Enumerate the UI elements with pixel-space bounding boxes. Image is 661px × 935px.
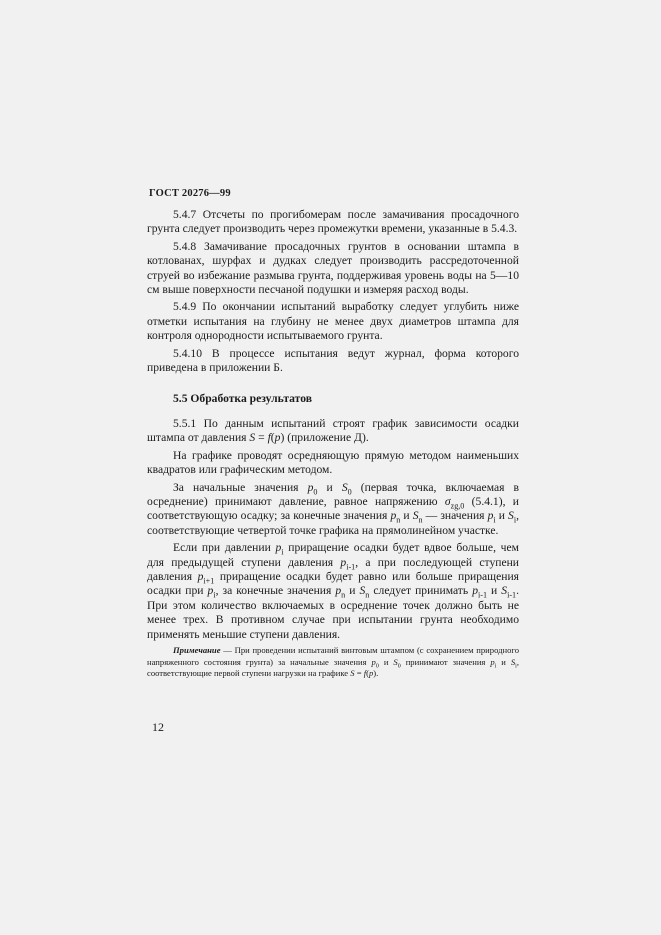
subscript: i	[494, 663, 497, 670]
subscript: n	[365, 590, 370, 600]
formula-close: )	[373, 668, 377, 679]
subscript: i	[281, 547, 284, 557]
symbol-sigma: σ	[444, 494, 451, 508]
paragraph-5-4-9: 5.4.9 По окончании испытаний выработку следует углубить ниже отметки испытания на глубину не менее двух диаметров штампа для контроля однородности испытываемого грунта.	[147, 300, 519, 343]
symbol-p: p	[490, 656, 495, 667]
paragraph-averaging: На графике проводят осредняющую прямую методом наименьших квадратов или графическим методом.	[147, 448, 519, 477]
text-run: — При проведении испытаний винтовым штампом (с сохранением природного напряженного состояния грунта) за начальные значения	[147, 644, 519, 667]
subscript: n	[341, 590, 346, 600]
text-run: (приложение Д).	[284, 431, 369, 445]
text-run: , а при последующей ступени давления	[147, 555, 520, 583]
subscript: i-1	[507, 590, 517, 600]
text-run: (первая точка, включаемая в осреднение) принимают давление, равное напряжению	[147, 480, 519, 508]
symbol-p: p	[275, 541, 282, 555]
subscript: n	[418, 515, 423, 525]
symbol-s: S	[341, 480, 348, 494]
symbol-p: p	[390, 509, 397, 523]
subscript: 0	[313, 486, 318, 496]
subscript: i	[493, 515, 496, 525]
page-number: 12	[152, 720, 164, 734]
subscript: i-1	[346, 561, 356, 571]
text-run: и	[317, 480, 342, 494]
paragraph-step-increment	[147, 541, 519, 642]
symbol-p: p	[371, 656, 376, 667]
symbol-p: p	[335, 584, 342, 598]
text-run: .	[376, 668, 379, 679]
section-heading: 5.5 Обработка результатов	[173, 392, 312, 406]
symbol-p: p	[307, 480, 314, 494]
subscript: 0	[375, 663, 379, 670]
text-run: За начальные значения	[173, 480, 308, 494]
subscript: i	[515, 663, 517, 670]
paragraph-5-4-10: 5.4.10 В процессе испытания ведут журнал, форма которого приведена в приложении Б.	[147, 346, 519, 375]
symbol-p: p	[472, 584, 478, 598]
paragraph-5-4-7: 5.4.7 Отсчеты по прогибомерам после замачивания просадочного грунта следует производить через промежутки времени, указанные в 5.4.3.	[147, 208, 519, 236]
subscript: i+1	[203, 576, 215, 586]
subscript: 0	[347, 486, 352, 496]
text-run: принимают значения	[400, 656, 491, 667]
symbol-p: p	[487, 509, 494, 523]
formula-f: f	[267, 431, 271, 445]
document-header: ГОСТ 20276—99	[149, 188, 231, 199]
symbol-s: S	[510, 656, 516, 667]
symbol-s: S	[508, 509, 514, 523]
formula-eq: =	[354, 668, 364, 679]
subscript: zg,0	[450, 501, 465, 511]
formula-s: S	[350, 668, 355, 679]
note-label: Примечание	[173, 644, 221, 655]
subscript: 0	[397, 663, 401, 670]
formula-open: (	[270, 431, 275, 445]
formula-s: S	[249, 431, 256, 445]
symbol-p: p	[340, 555, 347, 569]
text-run: и	[345, 584, 360, 598]
formula-close: )	[280, 431, 285, 445]
subscript: n	[396, 515, 401, 525]
text-run: — значения	[422, 509, 488, 523]
formula-eq: =	[255, 431, 268, 445]
paragraph-initial-values	[147, 481, 519, 539]
text-run: и	[496, 656, 511, 667]
text-run: и	[487, 584, 502, 598]
text-run: , соответствующие четвертой точке графика на прямолинейном участке.	[147, 509, 519, 537]
text-run: , за конечные значения	[215, 584, 336, 598]
subscript: i	[213, 590, 216, 600]
formula-p: p	[368, 668, 374, 679]
text-run: приращение осадки будет равно или больше приращения осадки при	[147, 569, 519, 598]
symbol-p: p	[197, 569, 204, 583]
symbol-s: S	[393, 656, 398, 667]
subscript: i-1	[478, 590, 488, 600]
text-run: и	[378, 656, 394, 667]
text-run: и	[495, 509, 509, 523]
note	[147, 645, 519, 680]
text-run: приращение осадки будет вдвое больше, чем для предыдущей ступени давления	[147, 541, 519, 569]
page-body	[147, 208, 519, 683]
text-run: и	[400, 509, 413, 523]
formula-p: p	[274, 431, 281, 445]
paragraph-5-5-1	[147, 417, 519, 446]
formula-f: f	[363, 668, 367, 679]
symbol-p: p	[207, 584, 214, 598]
text-run: Если при давлении	[173, 541, 276, 555]
text-run: (5.4.1), и соответствующую осадку; за конечные значения	[147, 494, 519, 523]
subscript: i	[513, 515, 517, 525]
text-run: , соответствующие первой ступени нагрузки на графике	[147, 656, 519, 679]
text-run: 5.5.1 По данным испытаний строят график зависимости осадки штампа от давления	[147, 416, 519, 445]
formula-open: (	[366, 668, 369, 679]
paragraph-5-4-8: 5.4.8 Замачивание просадочных грунтов в основании штампа в котлованах, шурфах и дудках следует производить рассредоточенной струей во избежание размыва грунта, поддерживая уровень воды на 5—10 см выше поверхности песчаной подушки и измеряя расход воды.	[147, 239, 519, 297]
text-run: следует принимать	[369, 584, 473, 598]
symbol-s: S	[412, 509, 419, 523]
symbol-s: S	[359, 584, 366, 598]
symbol-s: S	[501, 584, 508, 598]
text-run: . При этом количество включаемых в осреднение точек должно быть не менее трех. В противном случае при испытании грунта необходимо применять меньшие ступени давления.	[147, 584, 519, 641]
